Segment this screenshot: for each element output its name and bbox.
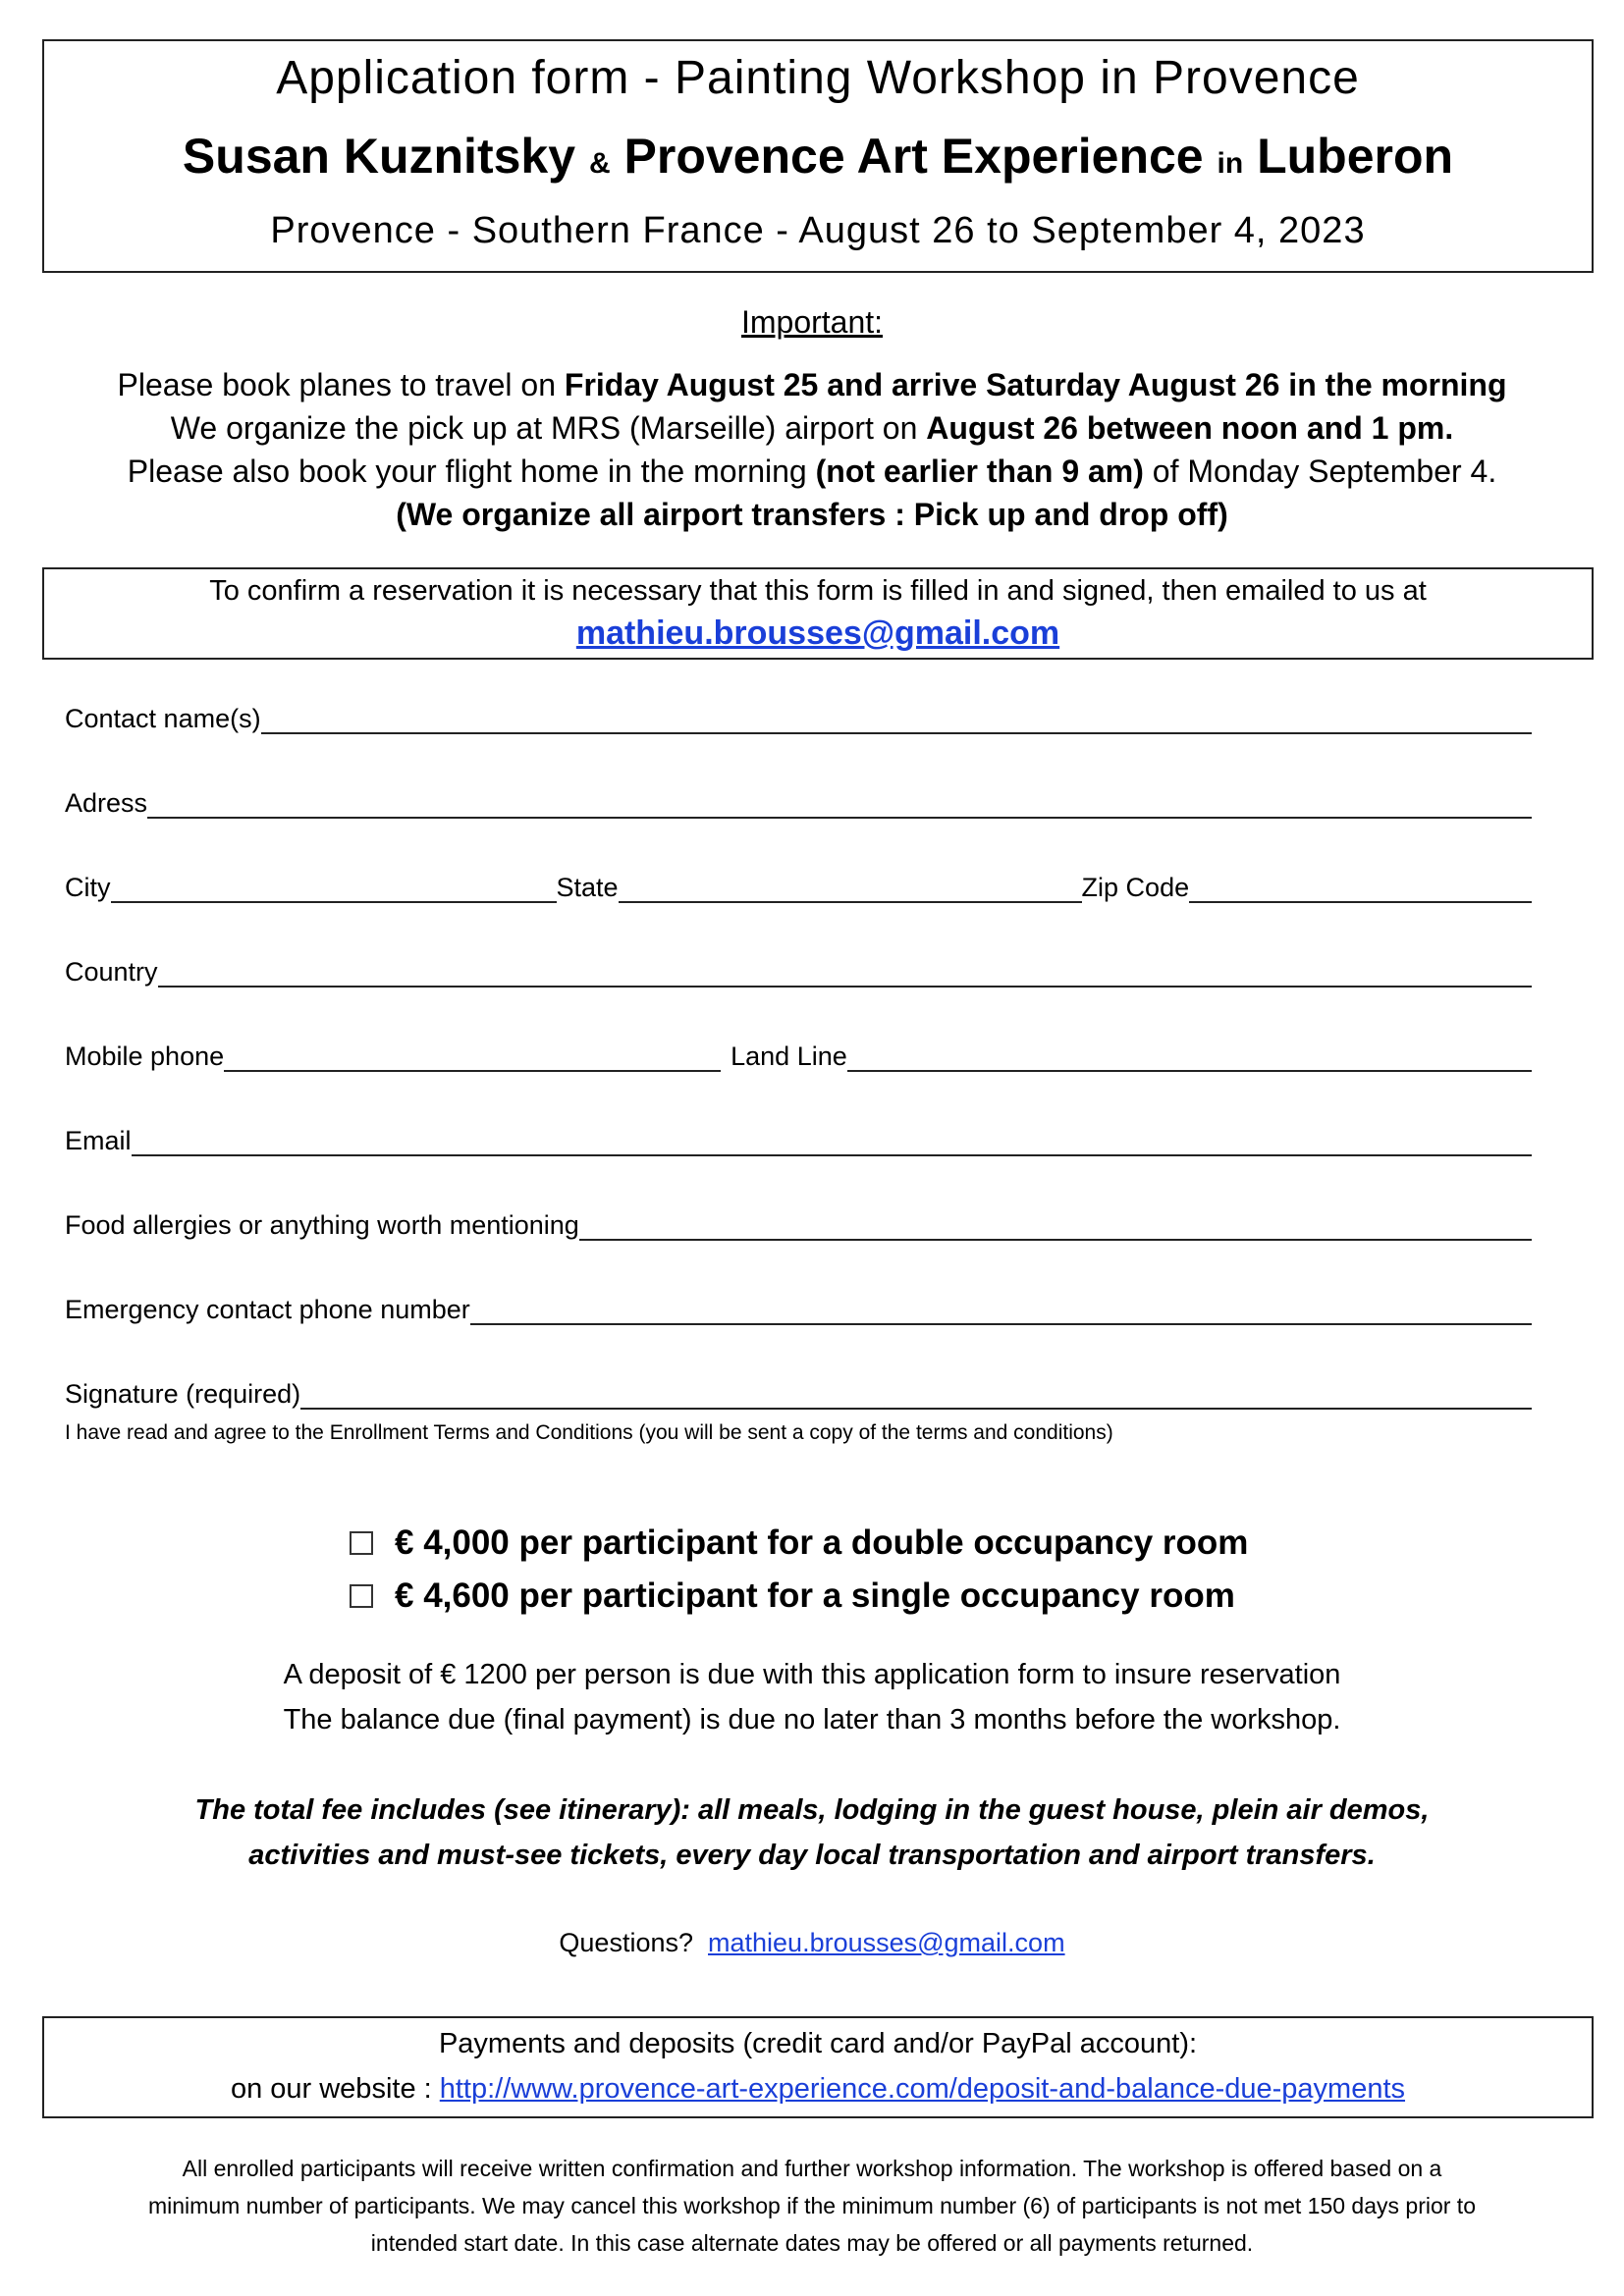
email-field[interactable] <box>132 1154 1532 1156</box>
country-field[interactable] <box>158 986 1532 988</box>
confirm-email-link[interactable]: mathieu.brousses@gmail.com <box>575 614 1060 652</box>
city-label: City <box>65 873 111 902</box>
important-line-1 <box>0 367 1624 403</box>
deposit-line-2: The balance due (final payment) is due no later than 3 months before the workshop. <box>283 1704 1341 1735</box>
state-label: State <box>556 873 619 902</box>
ampersand: & <box>588 147 611 180</box>
signature-row <box>65 1374 1532 1414</box>
payments-url-link[interactable]: http://www.provence-art-experience.com/deposit-and-balance-due-payments <box>439 2073 1406 2105</box>
email-label: Email <box>65 1126 132 1155</box>
payments-line-1: Payments and deposits (credit card and/or PayPal account): <box>438 2028 1198 2059</box>
single-room-checkbox[interactable] <box>350 1584 373 1608</box>
important-line-2-text: We organize the pick up at MRS (Marseille) airport on <box>170 410 927 446</box>
double-room-label: € 4,000 per participant for a double occupancy room <box>395 1523 1249 1562</box>
header-box <box>42 39 1594 273</box>
state-field[interactable] <box>619 901 1082 903</box>
landline-label: Land Line <box>731 1041 847 1071</box>
email-row <box>65 1121 1532 1160</box>
confirm-box <box>42 567 1594 660</box>
allergies-label: Food allergies or anything worth mentioning <box>65 1210 579 1240</box>
double-room-checkbox[interactable] <box>350 1531 373 1555</box>
form-title: Application form - Painting Workshop in Provence <box>276 52 1360 104</box>
country-row <box>65 952 1532 991</box>
organizers-heading <box>44 128 1592 185</box>
questions-line <box>0 1928 1624 1958</box>
important-line-3-text: Please also book your flight home in the morning <box>127 454 816 489</box>
fee-line-1: The total fee includes (see itinerary): all meals, lodging in the guest house, plein air demos, <box>194 1794 1430 1826</box>
contact-name-row <box>65 699 1532 738</box>
important-line-3 <box>0 454 1624 490</box>
phone-row <box>65 1037 1532 1076</box>
organizer-1: Susan Kuznitsky <box>182 129 576 184</box>
address-row <box>65 783 1532 823</box>
in-word: in <box>1217 147 1244 180</box>
mobile-field[interactable] <box>224 1070 721 1072</box>
confirm-text: To confirm a reservation it is necessary that this form is filled in and signed, then emailed to us at <box>209 575 1427 607</box>
address-label: Adress <box>65 788 148 818</box>
important-line-1-text: Please book planes to travel on <box>117 367 565 402</box>
signature-label: Signature (required) <box>65 1379 301 1409</box>
important-line-3-bold: (not earlier than 9 am) <box>815 454 1144 489</box>
allergies-field[interactable] <box>579 1239 1532 1241</box>
emergency-label: Emergency contact phone number <box>65 1295 470 1324</box>
organizer-2: Provence Art Experience <box>623 129 1204 184</box>
zip-label: Zip Code <box>1081 873 1190 902</box>
zip-field[interactable] <box>1189 901 1532 903</box>
address-field[interactable] <box>147 817 1532 819</box>
payments-prefix: on our website : <box>230 2073 440 2105</box>
footer-line-3: intended start date. In this case alternate dates may be offered or all payments returned. <box>370 2230 1254 2256</box>
location-name: Luberon <box>1257 129 1454 184</box>
important-title: Important: <box>740 304 884 340</box>
option-single <box>350 1576 1235 1616</box>
payments-box <box>42 2016 1594 2118</box>
contact-name-field[interactable] <box>261 732 1532 734</box>
payments-line-2 <box>44 2073 1592 2106</box>
questions-label: Questions? <box>559 1928 693 1957</box>
option-double <box>350 1523 1248 1563</box>
city-field[interactable] <box>111 901 557 903</box>
signature-field[interactable] <box>300 1408 1532 1410</box>
footer-line-1: All enrolled participants will receive written confirmation and further workshop information. The workshop is offered based on a <box>182 2156 1442 2181</box>
city-state-zip-row <box>65 868 1532 907</box>
emergency-row <box>65 1290 1532 1329</box>
allergies-row <box>65 1205 1532 1245</box>
confirm-email-wrapper <box>44 614 1592 653</box>
country-label: Country <box>65 957 158 987</box>
footer-line-2: minimum number of participants. We may cancel this workshop if the minimum number (6) of participants is not met 150 days prior to <box>147 2193 1476 2218</box>
important-line-3-end: of Monday September 4. <box>1143 454 1497 489</box>
single-room-label: € 4,600 per participant for a single occupancy room <box>395 1576 1235 1615</box>
fee-line-2: activities and must-see tickets, every day local transportation and airport transfers. <box>248 1840 1376 1871</box>
important-line-2 <box>0 410 1624 447</box>
important-line-1-bold: Friday August 25 and arrive Saturday August 26 in the morning <box>564 367 1507 402</box>
landline-field[interactable] <box>847 1070 1532 1072</box>
mobile-label: Mobile phone <box>65 1041 225 1071</box>
questions-email-link[interactable]: mathieu.brousses@gmail.com <box>708 1928 1065 1957</box>
emergency-field[interactable] <box>470 1323 1532 1325</box>
contact-name-label: Contact name(s) <box>65 704 261 733</box>
important-line-2-bold: August 26 between noon and 1 pm. <box>926 410 1454 446</box>
workshop-dates: Provence - Southern France - August 26 to September 4, 2023 <box>270 210 1366 251</box>
important-line-4: (We organize all airport transfers : Pick up and drop off) <box>396 497 1228 532</box>
terms-note: I have read and agree to the Enrollment Terms and Conditions (you will be sent a copy of the terms and conditions) <box>65 1421 1113 1444</box>
deposit-line-1: A deposit of € 1200 per person is due with this application form to insure reservation <box>283 1659 1341 1690</box>
